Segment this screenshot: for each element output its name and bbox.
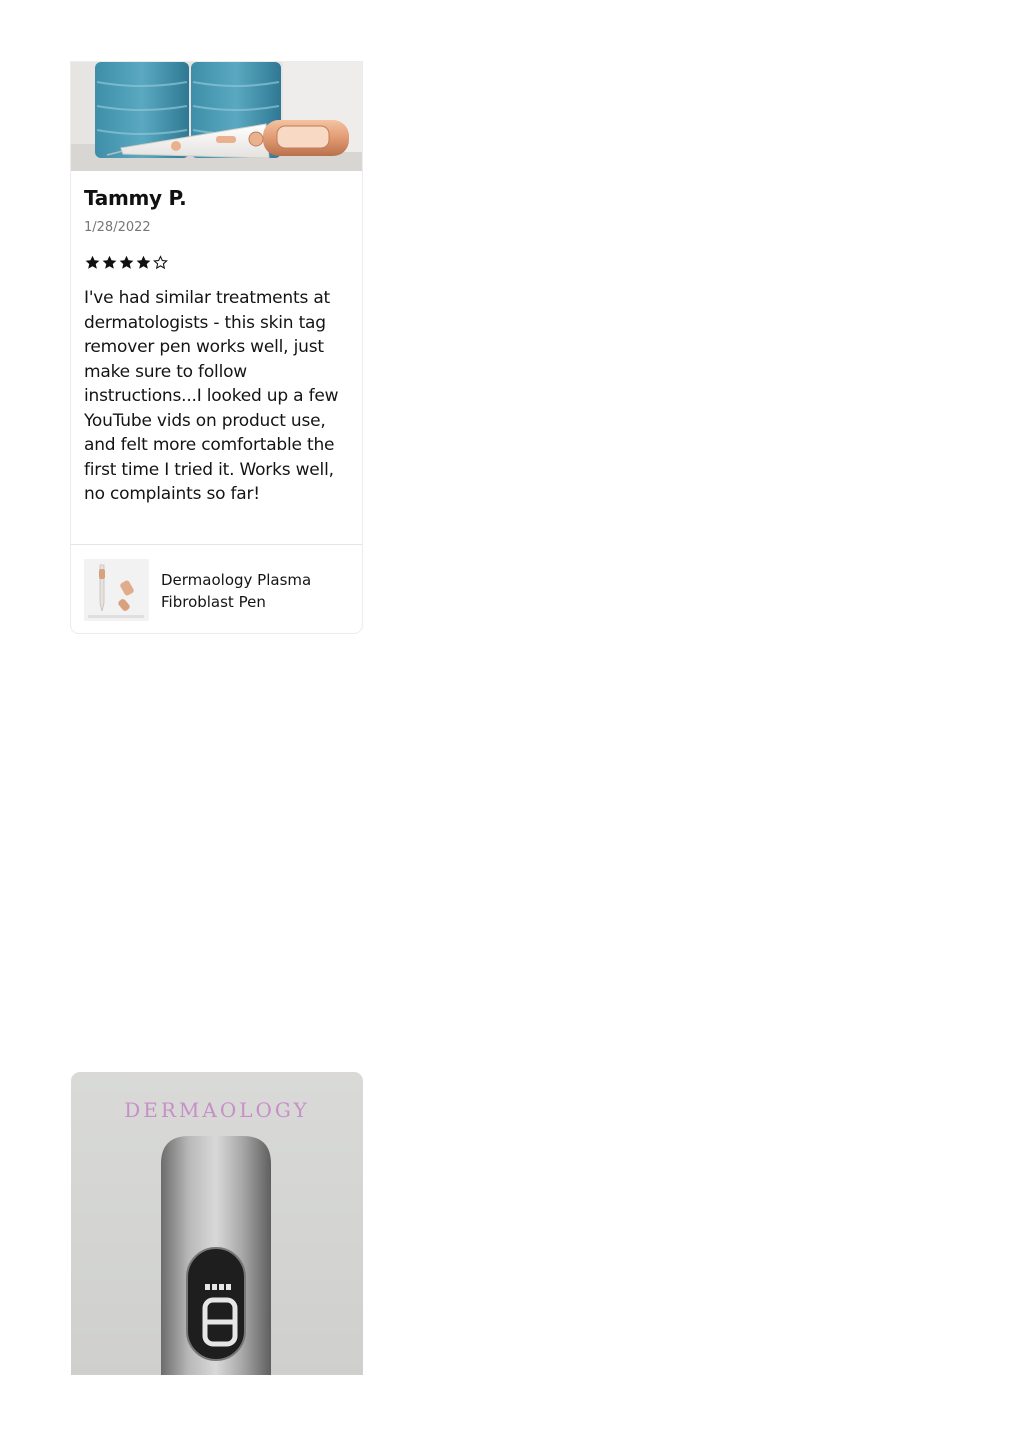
star-filled-icon xyxy=(101,254,118,271)
review-card xyxy=(70,61,363,634)
device-photo xyxy=(71,1072,363,1375)
review-text: I've had similar treatments at dermatologists - this skin tag remover pen works well, just make sure to follow instructions...I looked up a few YouTube vids on product use, and felt more comfortable the first time I tried it. Works well, no complaints so far! xyxy=(84,288,339,504)
reviewed-product[interactable] xyxy=(71,544,363,634)
review-card-2-photo[interactable] xyxy=(71,1072,363,1375)
product-thumbnail-image xyxy=(84,559,149,621)
product-name-link[interactable]: Dermaology Plasma Fibroblast Pen xyxy=(161,571,312,611)
product-thumbnail[interactable] xyxy=(84,559,149,621)
star-rating xyxy=(84,253,349,271)
pen-product-photo xyxy=(71,62,363,171)
star-empty-icon xyxy=(152,254,169,271)
star-filled-icon xyxy=(135,254,152,271)
review-photo[interactable] xyxy=(71,62,363,171)
reviewer-name: Tammy P. xyxy=(84,186,187,210)
review-body xyxy=(71,171,362,507)
star-filled-icon xyxy=(84,254,101,271)
review-date: 1/28/2022 xyxy=(84,220,151,235)
brand-wordmark: DERMAOLOGY xyxy=(124,1098,310,1122)
star-filled-icon xyxy=(118,254,135,271)
